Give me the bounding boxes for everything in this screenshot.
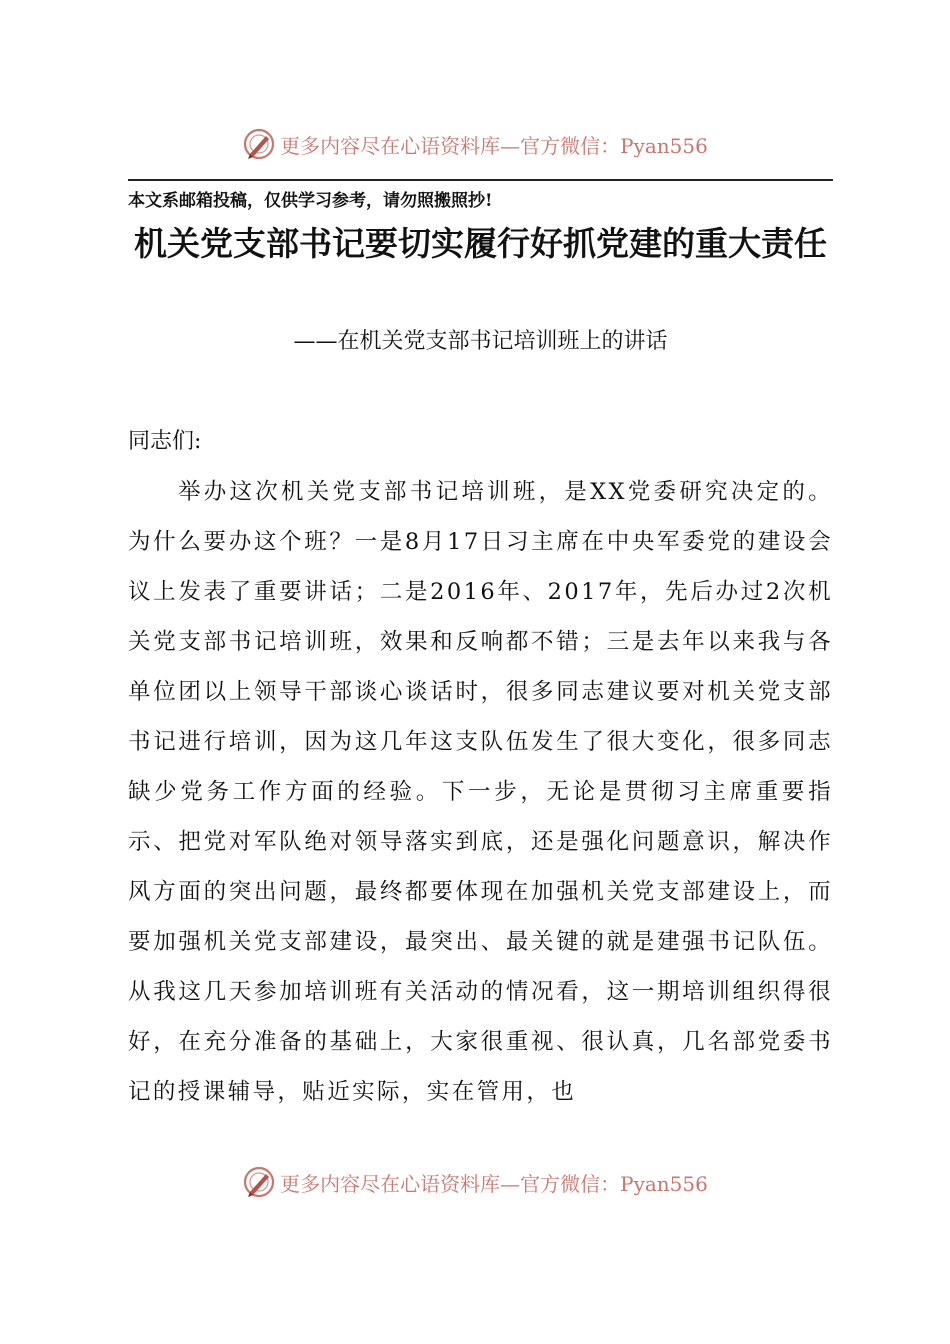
pen-logo-icon (242, 127, 276, 161)
header-rule (128, 179, 833, 181)
body-paragraph: 举办这次机关党支部书记培训班，是XX党委研究决定的。为什么要办这个班？一是8月17日习主席在中央军委党的建设会议上发表了重要讲话；二是2016年、2017年，先后办过2次机关党支部书记培训班，效果和反响都不错；三是去年以来我与各单位团以上领导干部谈心谈话时，很多同志建议要对机关党支部书记进行培训，因为这几年这支队伍发生了很大变化，很多同志缺少党务工作方面的经验。下一步，无论是贯彻习主席重要指示、把党对军队绝对领导落实到底，还是强化问题意识，解决作风方面的突出问题，最终都要体现在加强机关党支部建设上，而要加强机关党支部建设，最突出、最关键的就是建强书记队伍。从我这几天参加培训班有关活动的情况看，这一期培训组织得很好，在充分准备的基础上，大家很重视、很认真，几名部党委书记的授课辅导，贴近实际，实在管用，也 (128, 479, 833, 1105)
page-title: 机关党支部书记要切实履行好抓党建的重大责任 (134, 224, 827, 263)
header-banner (0, 124, 950, 164)
banner-text: 更多内容尽在心语资料库—官方微信：Pyan556 (280, 133, 708, 158)
pen-logo-icon (242, 1165, 276, 1199)
submission-notice: 本文系邮箱投稿，仅供学习参考，请勿照搬照抄! (128, 191, 493, 211)
page-subtitle: ——在机关党支部书记培训班上的讲话 (293, 329, 668, 354)
footer-banner (0, 1162, 950, 1202)
salutation: 同志们: (128, 429, 202, 454)
banner-text: 更多内容尽在心语资料库—官方微信：Pyan556 (280, 1171, 708, 1196)
